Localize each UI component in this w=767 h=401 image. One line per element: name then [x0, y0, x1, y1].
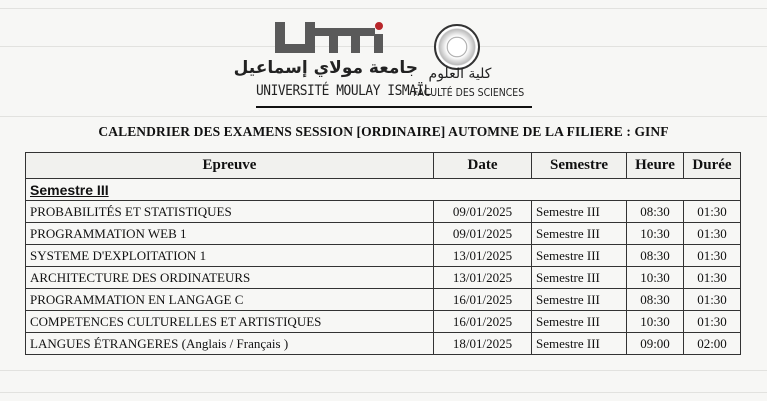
cell-duree: 01:30	[684, 289, 741, 311]
cell-date: 13/01/2025	[434, 245, 532, 267]
table-row	[26, 201, 741, 223]
table-row	[26, 333, 741, 355]
cell-epreuve: ARCHITECTURE DES ORDINATEURS	[26, 267, 434, 289]
cell-duree: 01:30	[684, 201, 741, 223]
table-row	[26, 311, 741, 333]
cell-date: 18/01/2025	[434, 333, 532, 355]
column-header-epreuve: Epreuve	[26, 153, 434, 179]
cell-semestre: Semestre III	[532, 223, 627, 245]
cell-semestre: Semestre III	[532, 245, 627, 267]
cell-semestre: Semestre III	[532, 289, 627, 311]
latin-university-name: UNIVERSITÉ MOULAY ISMAÏL	[256, 83, 432, 99]
cell-duree: 02:00	[684, 333, 741, 355]
cell-epreuve: PROBABILITÉS ET STATISTIQUES	[26, 201, 434, 223]
faculty-seal	[434, 24, 480, 70]
cell-heure: 10:30	[627, 223, 684, 245]
cell-epreuve: PROGRAMMATION WEB 1	[26, 223, 434, 245]
cell-epreuve: COMPETENCES CULTURELLES ET ARTISTIQUES	[26, 311, 434, 333]
cell-epreuve: SYSTEME D'EXPLOITATION 1	[26, 245, 434, 267]
column-header-semestre: Semestre	[532, 153, 627, 179]
exam-schedule-table	[25, 152, 741, 355]
column-header-heure: Heure	[627, 153, 684, 179]
cell-heure: 10:30	[627, 267, 684, 289]
cell-heure: 08:30	[627, 245, 684, 267]
cell-epreuve: PROGRAMMATION EN LANGAGE C	[26, 289, 434, 311]
cell-heure: 08:30	[627, 201, 684, 223]
table-row	[26, 267, 741, 289]
university-logo	[275, 22, 393, 62]
latin-faculty-name: FACULTÉ DES SCIENCES	[413, 86, 525, 99]
cell-heure: 10:30	[627, 311, 684, 333]
cell-date: 13/01/2025	[434, 267, 532, 289]
table-header-row	[26, 153, 741, 179]
cell-semestre: Semestre III	[532, 311, 627, 333]
cell-duree: 01:30	[684, 245, 741, 267]
table-row	[26, 289, 741, 311]
section-row	[26, 179, 741, 201]
cell-semestre: Semestre III	[532, 333, 627, 355]
arabic-university-name: جامعة مولاي إسماعيل	[233, 58, 418, 78]
cell-date: 09/01/2025	[434, 201, 532, 223]
cell-date: 16/01/2025	[434, 311, 532, 333]
section-label: Semestre III	[26, 179, 741, 201]
cell-duree: 01:30	[684, 223, 741, 245]
cell-date: 09/01/2025	[434, 223, 532, 245]
column-header-date: Date	[434, 153, 532, 179]
cell-heure: 08:30	[627, 289, 684, 311]
arabic-faculty-name: كلية العلوم	[428, 66, 492, 82]
cell-semestre: Semestre III	[532, 267, 627, 289]
cell-epreuve: LANGUES ÉTRANGERES (Anglais / Français )	[26, 333, 434, 355]
table-row	[26, 245, 741, 267]
cell-duree: 01:30	[684, 311, 741, 333]
table-row	[26, 223, 741, 245]
cell-date: 16/01/2025	[434, 289, 532, 311]
header-divider	[256, 106, 532, 108]
document-title: CALENDRIER DES EXAMENS SESSION [ORDINAIRE] AUTOMNE DE LA FILIERE : GINF	[98, 124, 669, 139]
cell-heure: 09:00	[627, 333, 684, 355]
cell-duree: 01:30	[684, 267, 741, 289]
column-header-duree: Durée	[684, 153, 741, 179]
cell-semestre: Semestre III	[532, 201, 627, 223]
